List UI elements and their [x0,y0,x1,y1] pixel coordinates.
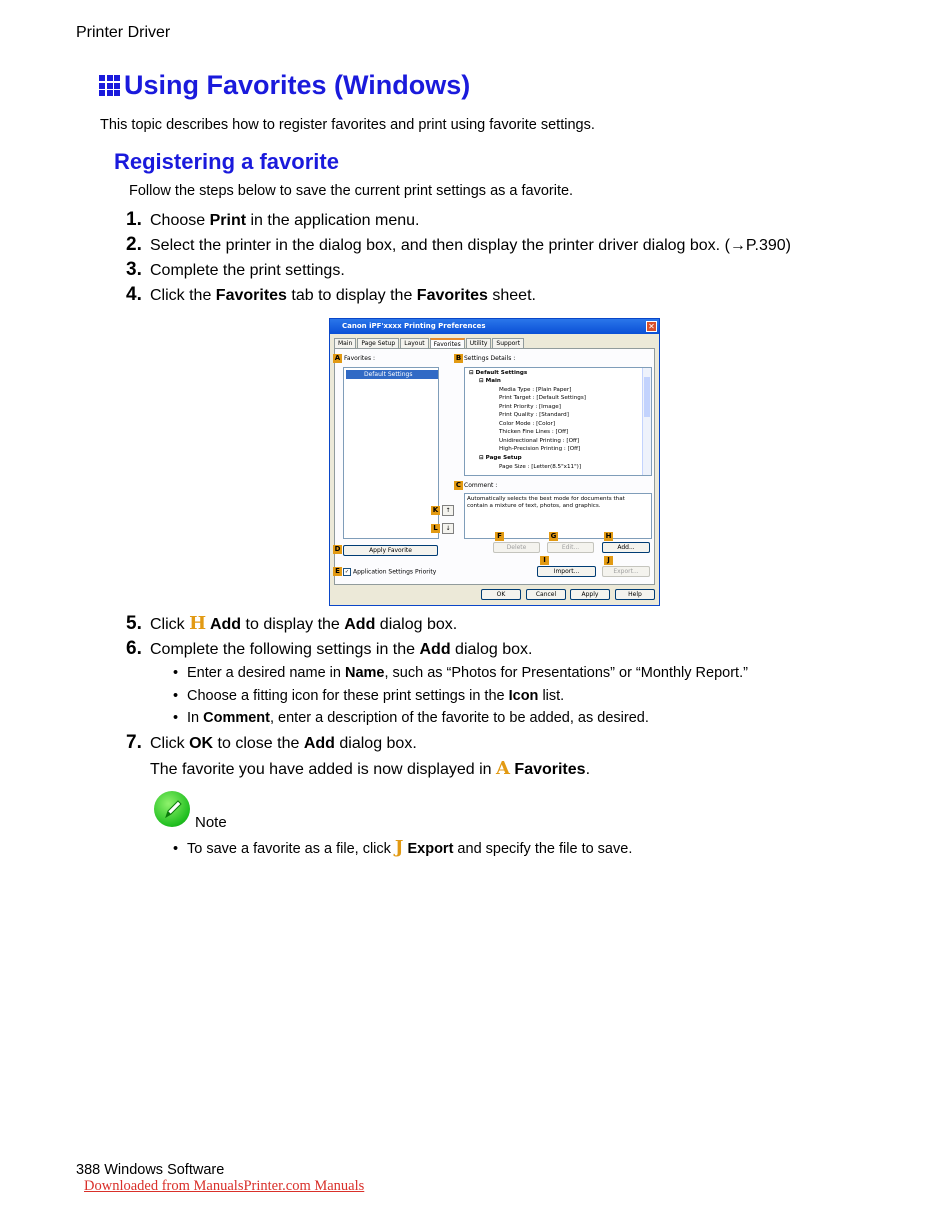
edit-button[interactable]: Edit... [547,542,594,553]
marker-i: I [540,556,549,565]
step-6-bullet-2: • Choose a fitting icon for these print settings in the Icon list. [173,688,564,704]
note-label: Note [195,814,227,831]
section-title-text: Using Favorites (Windows) [124,70,471,100]
delete-button[interactable]: Delete [493,542,540,553]
marker-e: E [333,567,342,576]
comment-label: Comment : [464,482,498,489]
step-7: 7. Click OK to close the Add dialog box. [126,732,417,753]
step-6-bullet-3: • In Comment, enter a description of the favorite to be added, as desired. [173,710,649,726]
apply-button[interactable]: Apply [570,589,610,600]
marker-f: F [495,532,504,541]
marker-d: D [334,545,341,553]
marker-k: K [432,506,439,514]
favorites-list[interactable] [343,367,439,539]
cancel-button[interactable]: Cancel [526,589,566,600]
section-intro: This topic describes how to register favorites and print using favorite settings. [100,117,595,133]
settings-details-label: Settings Details : [464,355,516,362]
step-6-bullet-1: • Enter a desired name in Name, such as “Photos for Presentations” or “Monthly Report.” [173,665,748,681]
subsection-title: Registering a favorite [114,149,339,174]
section-title [99,70,470,101]
tab-favorites[interactable]: Favorites [430,338,465,349]
tab-main[interactable]: Main [334,338,356,349]
step-6: 6. Complete the following settings in the Add dialog box. [126,638,533,659]
marker-h: H [605,532,612,540]
dialog-titlebar: Canon iPF'xxxx Printing Preferences [330,319,659,334]
marker-l: L [431,524,440,533]
tree-scrollbar[interactable] [642,368,651,475]
ok-button[interactable]: OK [481,589,521,600]
comment-box: Automatically selects the best mode for documents that contain a mixture of text, photos, and graphics. [464,493,652,539]
add-button[interactable]: Add... [602,542,650,553]
note-bullet: • To save a favorite as a file, click J Export and specify the file to save. [173,837,632,858]
step-5: 5. Click H Add to display the Add dialog box. [126,613,458,634]
page-footer: 388 Windows Software [76,1162,225,1178]
help-button[interactable]: Help [615,589,655,600]
checkbox-checked-icon[interactable]: ✓ [344,569,350,575]
settings-details-tree[interactable]: ⊟ Default Settings ⊟ Main Media Type : [Plain Paper] Print Target : [Default Settings] Print Priority : [Image] Print Quality : [Standard] Color Mode : [Color] Thicken Fine Lines : [Off] Unidirectional Printing : [Off] High-Precision Printing : [Off] ⊟ Page Setup Page Size : [Letter(8.5"x11")] [464,367,652,476]
tab-utility[interactable]: Utility [466,338,492,349]
step-2: 2. Select the printer in the dialog box, and then display the printer driver dialog box. (→P.390) [126,234,791,255]
step-3: 3. Complete the print settings. [126,259,345,280]
tab-page-setup[interactable]: Page Setup [357,338,399,349]
tab-layout[interactable]: Layout [400,338,428,349]
close-icon[interactable]: ✕ [646,321,657,332]
marker-b: B [455,354,462,362]
move-up-button[interactable]: ↑ [442,505,454,516]
grid-icon [99,75,120,96]
marker-g: G [550,532,557,540]
step-1: 1. Choose Print in the application menu. [126,209,420,230]
marker-c: C [455,481,462,489]
favorites-item-default[interactable]: Default Settings [346,370,438,379]
step-7-result: The favorite you have added is now displayed in A Favorites. [150,758,591,779]
app-priority-checkbox[interactable]: ✓ Application Settings Priority [344,568,437,576]
import-button[interactable]: Import... [537,566,596,577]
move-down-button[interactable]: ↓ [442,523,454,534]
marker-a: A [334,354,341,362]
marker-j: J [604,556,613,565]
favorites-panel [334,348,655,585]
tab-support[interactable]: Support [492,338,524,349]
printing-preferences-dialog [329,318,660,606]
subsection-lead: Follow the steps below to save the current print settings as a favorite. [129,183,574,199]
apply-favorite-button[interactable]: Apply Favorite [343,545,438,556]
pencil-icon [154,791,190,827]
running-header: Printer Driver [76,24,171,41]
download-link[interactable]: Downloaded from ManualsPrinter.com Manuals [84,1178,365,1194]
export-button[interactable]: Export... [602,566,650,577]
favorites-label: Favorites : [344,355,376,362]
step-4: 4. Click the Favorites tab to display the Favorites sheet. [126,284,536,305]
